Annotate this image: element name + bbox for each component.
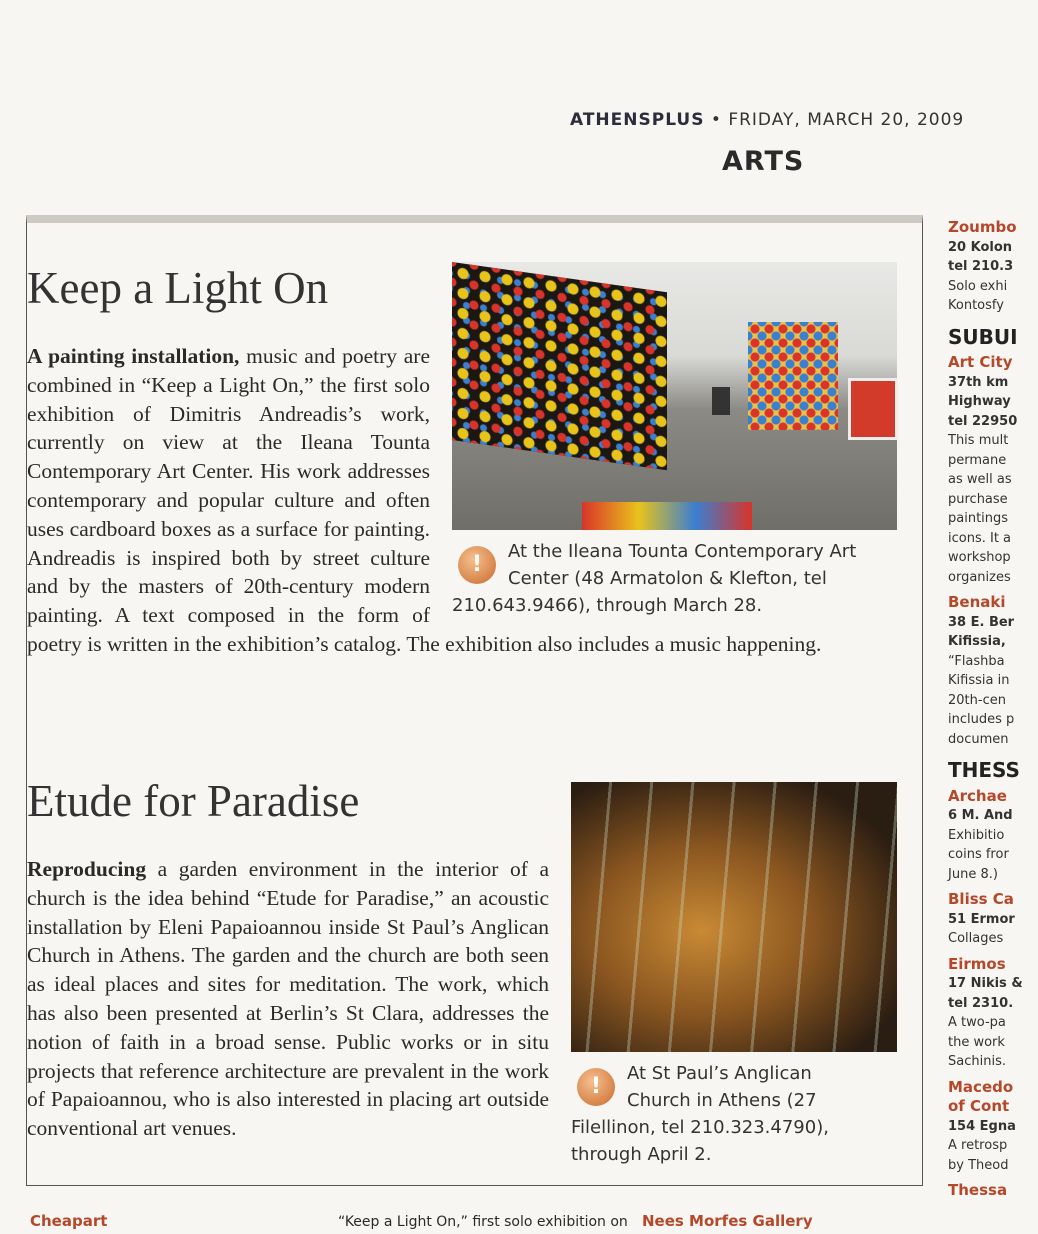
sidebar-line: organizes: [948, 569, 1011, 585]
brand: ATHENSPLUS: [570, 110, 705, 130]
sidebar-line: A two-pa: [948, 1015, 1006, 1030]
sidebar-line: as well as: [948, 472, 1012, 487]
sidebar-line: tel 22950: [948, 413, 1018, 429]
info-pin-icon: !: [577, 1068, 615, 1106]
sidebar-line: documen: [948, 731, 1009, 747]
sidebar-line: 154 Egna: [948, 1118, 1016, 1134]
sidebar-line: tel 2310.: [948, 995, 1014, 1011]
sidebar-line: the work: [948, 1034, 1005, 1050]
sidebar-line: purchase: [948, 491, 1008, 507]
sidebar-line: by Theod: [948, 1157, 1009, 1173]
installation-photo: [571, 782, 897, 1052]
sidebar-line: SUBUI: [948, 324, 1018, 349]
article2-caption: At St Paul’s Anglican Church in Athens (27 Filellinon, tel 210.323.4790), through April 2.: [571, 1063, 829, 1165]
sidebar-line: paintings: [948, 511, 1009, 526]
sidebar-line: “Flashba: [948, 653, 1005, 669]
sidebar-line: 37th km: [948, 374, 1009, 390]
sidebar-line: Collages: [948, 931, 1004, 946]
article1-title: Keep a Light On: [27, 263, 329, 313]
sidebar-line: Kifissia in: [948, 673, 1010, 688]
footer-text: “Keep a Light On,” first solo exhibition on: [338, 1214, 628, 1230]
sidebar-line: THESS: [948, 758, 1020, 782]
sidebar-line: 20th-cen: [948, 692, 1006, 708]
article2-title: Etude for Paradise: [27, 776, 360, 826]
info-pin-icon: !: [458, 546, 496, 584]
sidebar-line: Kifissia,: [948, 634, 1006, 649]
sidebar-line: tel 210.3: [948, 259, 1014, 274]
footer-listing-nees-morfes: Nees Morfes Gallery: [642, 1212, 813, 1230]
article1-lead: A painting installation,: [27, 344, 240, 368]
footer-listing-cheapart: Cheapart: [30, 1212, 108, 1230]
sidebar-line: Sachinis.: [948, 1054, 1006, 1069]
sidebar-line: June 8.): [948, 866, 998, 882]
sidebar-line: Macedo: [948, 1077, 1014, 1096]
sidebar-line: 20 Kolon: [948, 239, 1013, 255]
article-etude-for-paradise: [27, 775, 897, 1168]
sidebar-line: 17 Nikis &: [948, 976, 1023, 991]
article1-body: music and poetry are combined in “Keep a Light On,” the first solo exhibition of Dimitris Andreadis’s work, currently on view at the Ileana Tounta Contemporary Art Center. His work addresses contemporary and popular culture and often uses cardboard boxes as a surface for painting. Andreadis is inspired both by street culture and by the masters of 20th-century modern painting. A text composed in the form of poetry is written in the exhibition’s catalog. The exhibition also includes a music happening.: [27, 344, 822, 656]
article-keep-a-light-on: [27, 262, 897, 659]
issue-date: FRIDAY, MARCH 20, 2009: [728, 110, 965, 130]
sidebar-line: Archae: [948, 786, 1007, 805]
sidebar-line: workshop: [948, 550, 1011, 565]
section-title: ARTS: [722, 146, 805, 177]
sidebar-line: Art City: [948, 353, 1013, 371]
sidebar-line: of Cont: [948, 1097, 1010, 1115]
sidebar-line: permane: [948, 452, 1007, 468]
exhibition-photo: [452, 262, 897, 530]
sidebar-line: 38 E. Ber: [948, 614, 1015, 630]
listings-sidebar: [948, 212, 1038, 1201]
sidebar-line: Exhibitio: [948, 827, 1005, 843]
sidebar-line: Bliss Ca: [948, 890, 1014, 908]
sidebar-line: A retrosp: [948, 1138, 1008, 1153]
article1-caption: At the Ileana Tounta Contemporary Art Center (48 Armatolon & Klefton, tel 210.643.9466), through March 28.: [452, 541, 857, 616]
sidebar-line: 51 Ermor: [948, 911, 1015, 927]
sidebar-line: includes p: [948, 712, 1015, 727]
sidebar-line: Eirmos: [948, 954, 1006, 973]
sidebar-line: Solo exhi: [948, 278, 1008, 294]
article2-lead: Reproducing: [27, 857, 147, 881]
sidebar-line: Benaki: [948, 593, 1006, 611]
sidebar-line: This mult: [948, 433, 1009, 448]
article2-figure: [571, 782, 897, 1168]
sidebar-line: Kontosfy: [948, 298, 1004, 313]
sidebar-line: Thessa: [948, 1181, 1008, 1199]
article1-figure: [452, 262, 897, 619]
sidebar-line: Highway: [948, 394, 1011, 409]
sidebar-line: Zoumbo: [948, 218, 1017, 236]
sidebar-line: icons. It a: [948, 530, 1012, 546]
page-header: ATHENSPLUS • FRIDAY, MARCH 20, 2009: [570, 110, 965, 130]
article2-body: a garden environment in the interior of a church is the idea behind “Etude for Paradise,” an acoustic installation by Eleni Papaioannou inside St Paul’s Anglican Church in Athens. The garden and the church are both seen as ideal places and sites for meditation. The work, which has also been presented at Berlin’s St Clara, addresses the notion of faith in a broad sense. Public works or in situ projects that reference architecture are prevalent in the work of Papaioannou, who is also interested in placing art outside conventional art venues.: [27, 857, 549, 1141]
sidebar-line: 6 M. And: [948, 808, 1013, 823]
sidebar-line: coins fror: [948, 847, 1009, 862]
